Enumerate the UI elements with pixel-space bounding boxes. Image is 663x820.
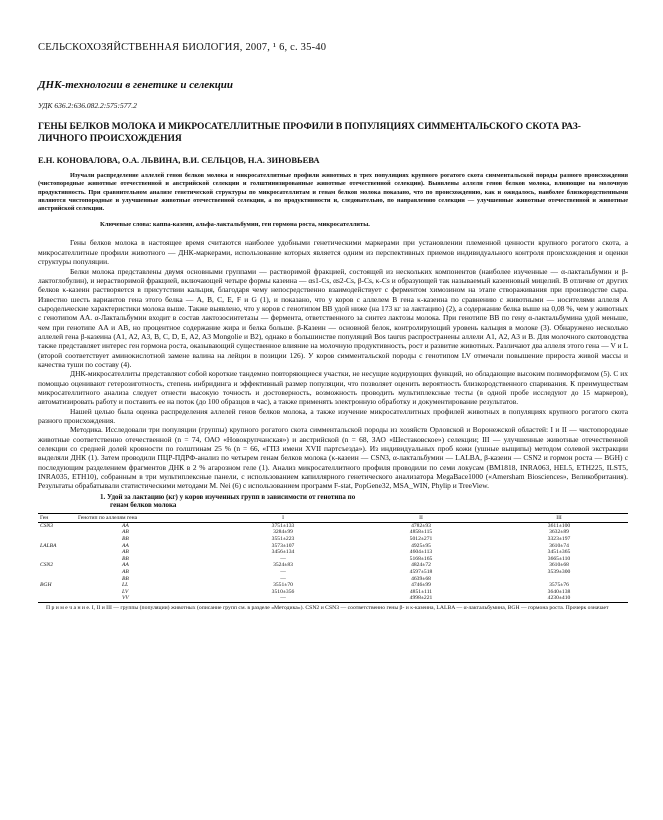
cell-gene: [38, 595, 76, 602]
table-row: [38, 576, 628, 583]
cell-gene: BGH: [40, 582, 52, 589]
cell-group-1: 3284±99: [273, 529, 293, 536]
header-group-2: II: [352, 513, 490, 522]
cell-group-1: 3524±83: [273, 562, 293, 569]
table-body: [38, 522, 628, 602]
table-note: П р и м е ч а н и е. I, II и III — группы (популяции) животных (описание групп см. в разделе «Методика»). CSN2 и CSN3 — соответственно гены β- и κ-казеина, LALBA — α-лактальбумина, BGH — гормона роста. Прочерк означает: [46, 604, 609, 611]
table-row: [38, 595, 628, 602]
cell-group-1: —: [280, 575, 286, 582]
cell-group-3: 3539±300: [547, 568, 571, 575]
paragraph-aim: Нашей целью была оценка распределения аллелей генов белков молока, а также изучение микросателлитных профилей животных в популяциях крупного рогатого скота разного происхождения.: [38, 406, 628, 426]
cell-gene: [38, 569, 76, 576]
paragraph-microsatellites: ДНК-микросателлиты представляют собой короткие тандемно повторяющиеся участки, не несущие кодирующих функций, но обладающие высоким полиморфизмом (5). С их помощью оценивают гетерозиготность, степень инбридинга и эффективный размер популяции, что позволяет оценить вероятность близкородственного спаривания. К преимуществам микросателлитного анализа следует отнести высокую точность и достоверность, возможность проводить мультиплексные тесты (в одной пробе исследуют до 15 маркеров), автоматизировать работу и поставить ее на поток (до 100 образцов в час), а также применять электронную обработку и документирование результатов.: [38, 369, 628, 407]
table-row: [38, 529, 628, 536]
cell-gene: [38, 549, 76, 556]
cell-genotype: AB: [122, 568, 129, 575]
cell-group-2: 4604±113: [409, 549, 433, 556]
paragraph-intro: Гены белков молока в настоящее время считаются наиболее удобными генетическими маркерами при установлении племенной ценности крупного рогатого скота, а микросателлитные профили животного — ДНК-маркерами, использование которых является одним из перспективных приемов индивидуального контроля происхождения и оценки структуры популяции.: [38, 238, 628, 267]
cell-group-3: 3323±197: [547, 535, 571, 542]
keywords: Ключевые слова: каппа-казеин, альфа-лактальбумин, ген гормона роста, микросателлиты.: [100, 221, 370, 229]
cell-group-3: 3640±138: [547, 588, 571, 595]
cell-group-1: 3510±356: [271, 588, 295, 595]
udk-code: УДК 636.2:636.082.2:575:577.2: [38, 101, 137, 110]
cell-group-2: 5168±165: [409, 555, 433, 562]
cell-group-1: —: [280, 555, 286, 562]
header-gene: Ген: [38, 513, 76, 522]
table-header-row: [38, 513, 628, 522]
cell-group-2: 5012±271: [409, 535, 433, 542]
cell-gene: LALBA: [40, 542, 57, 549]
table-row: [38, 543, 628, 550]
cell-group-2: 4824±72: [411, 562, 431, 569]
paper-page: [38, 28, 628, 612]
article-title: ГЕНЫ БЕЛКОВ МОЛОКА И МИКРОСАТЕЛЛИТНЫЕ ПРОФИЛИ В ПОПУЛЯЦИЯХ СИММЕНТАЛЬСКОГО СКОТА РАЗ-ЛИЧНОГО ПРОИСХОЖДЕНИЯ: [38, 122, 581, 144]
cell-genotype: AA: [122, 542, 129, 549]
header-group-1: I: [214, 513, 352, 522]
cell-genotype: BB: [122, 575, 129, 582]
cell-group-1: 3551±223: [271, 535, 295, 542]
cell-genotype: AA: [122, 522, 129, 529]
cell-group-3: 3610±74: [549, 542, 569, 549]
cell-group-1: 3573±107: [271, 542, 295, 549]
cell-group-2: 4858±115: [409, 529, 433, 536]
header-genotype: Генотип по аллелям гена: [76, 513, 214, 522]
cell-genotype: AB: [122, 549, 129, 556]
cell-genotype: LL: [122, 582, 129, 589]
cell-group-2: 4782±93: [411, 522, 431, 529]
cell-gene: CSN2: [40, 562, 54, 569]
cell-genotype: LV: [122, 588, 129, 595]
cell-genotype: AB: [122, 529, 129, 536]
cell-gene: CSN3: [40, 522, 54, 529]
cell-group-3: 3665±110: [547, 555, 571, 562]
cell-group-2: 4925±95: [411, 542, 431, 549]
abstract: Изучали распределение аллелей генов белков молока и микросателлитные профили животных в трех популяциях крупного рогатого скота симментальской породы разного происхождения (чистопородные животные отечественной и австрийской селекции и голштинизированные животные отечественной селекции). Выявлены аллели генов белков молока, влияющие на молочную продуктивность. При сравнительном анализе генетической структуры по микросателлитам и генам белков молока показано, что по происхождению, как и ожидалось, наиболее близкородственными являются чистопородные и улучшенные животные отечественной селекции, а по продуктивности и, следовательно, по направлению селекции — улучшенные животные отечественной и животные австрийской селекции.: [38, 172, 628, 213]
cell-group-2: 4639±68: [411, 575, 431, 582]
cell-group-3: 3451±365: [547, 549, 571, 556]
table-row: [38, 536, 628, 543]
cell-group-1: —: [214, 595, 352, 602]
cell-group-2: 4597±518: [409, 568, 433, 575]
table-row: [38, 562, 628, 569]
table-row: [38, 522, 628, 529]
cell-group-2: 4998±221: [352, 595, 490, 602]
cell-gene: [38, 589, 76, 596]
cell-gene: [38, 529, 76, 536]
cell-group-1: 3751±133: [271, 522, 295, 529]
authors: Е.Н. КОНОВАЛОВА, О.А. ЛЬВИНА, В.И. СЕЛЬЦОВ, Н.А. ЗИНОВЬЕВА: [38, 155, 320, 165]
cell-genotype: BB: [122, 555, 129, 562]
cell-group-2: 4851±111: [409, 588, 433, 595]
cell-gene: [38, 536, 76, 543]
journal-header: СЕЛЬСКОХОЗЯЙСТВЕННАЯ БИОЛОГИЯ, 2007, ¹ 6, с. 35-40: [38, 42, 327, 53]
cell-group-3: 4230±410: [490, 595, 628, 602]
section-heading: ДНК-технологии в генетике и селекции: [38, 79, 234, 91]
table-row: [38, 549, 628, 556]
cell-gene: [38, 556, 76, 563]
table-row: [38, 556, 628, 563]
cell-group-1: —: [280, 568, 286, 575]
yield-table: [38, 513, 628, 603]
cell-group-3: [490, 576, 628, 583]
cell-group-3: 3632±89: [549, 529, 569, 536]
table-title-line2: генам белков молока: [110, 501, 177, 510]
table-row: [38, 589, 628, 596]
paragraph-methods: Методика. Исследовали три популяции (группы) крупного рогатого скота симментальской породы из хозяйств Орловской и Воронежской областей: I и II — чистопородные животные соответственно отечественной (n = 74, ОАО «Новокрупчанская») и австрийской (n = 68, ЗАО «Шестаковское») селекции; III — улучшенные животные отечественной селекции со средней долей кровности по голштинам 25 % (n = 66, «ГПЗ имени XVII партсъезда»). Из индивидуальных проб кожи (ушные выщипы) методом солевой экстракции выделяли ДНК (1). Затем проводили ПЦР-ПДРФ-анализ по четырем генам белков молока (κ-казеин — CSN3, α-лактальбумин — LALBA, β-казеин — CSN2 и гормон роста — BGH) с последующим разделением фрагментов ДНК в 2 % агарозном геле (1). Анализ микросателлитного профиля проводили по семи локусам (BM1818, INRA063, HEL5, ETH225, ILST5, INRA035, ETH10), собранным в три мультиплексные панели, с использованием капиллярного генетического анализатора MegaBace1000 («Amersham Biosciences», Великобритания). Результаты обрабатывали статистическими методами М. Nei (6) с использованием программ F-stat, PopGene32, MSA_WIN, Phylip и TreeView.: [38, 425, 628, 491]
cell-group-3: 3611±100: [547, 522, 571, 529]
table-title-line1: 1. Удой за лактацию (кг) у коров изученных групп в зависимости от генотипа по: [100, 492, 356, 501]
cell-group-2: 4746±99: [411, 582, 431, 589]
cell-group-1: 3456±134: [271, 549, 295, 556]
header-group-3: III: [490, 513, 628, 522]
cell-genotype: VV: [76, 595, 214, 602]
table-row: [38, 569, 628, 576]
cell-group-3: 3575±76: [549, 582, 569, 589]
paragraph-milk-proteins: Белки молока представлены двумя основными группами — растворимой фракцией, состоящей из нескольких компонентов (наиболее изученные — α-лактальбумин и β-лактоглобулин), и нерастворимой фракцией, включающей четыре формы казеина — αs1-Cs, αs2-Cs, β-Cs, κ-Cs и образующей так называемый казеиновый мицелий. В отличие от других белков κ-казеин растворяется в присутствии кальция, благодаря чему непосредственно взаимодействует с ферментом химозином на этапе створаживания при производстве сыра. Известно шесть вариантов гена этого белка — A, B, C, E, F и G (1), и показано, что у коров с аллелем B гена κ-казеина по сравнению с животными — носителями аллеля A сыродельческие характеристики молока выше. Также выявлено, что у коров с генотипом BB удой ниже (на 173 кг за лактацию) (2), а содержание белка выше на 0,08 %, чем у животных с генотипом AA. α-Лактальбумин входит в состав лактозосинтетазы — фермента, ответственного за синтез лактозы молока. При генотипе BB по гену α-лактальбумина удой меньше, чем при генотипе AA и AB, но процентное содержание жира и белка больше. β-Казеин — основной белок, контролирующий уровень кальция в молоке (3). Обнаружено несколько аллелей гена β-казеина (A1, A2, A3, B, C, D, E, A2, A3 Mongolie и B2), однако в большинстве популяций Bos taurus распространены аллели A1, A2, A3 и B. Для молочного скотоводства также представляет интерес ген гормона роста, оказывающий существенное влияние на молочную продуктивность, рост и развитие животных. Различают два аллеля этого гена — V и L (второй соответствует аминокислотной замене валина на лейцин в позиции 126). У коров симментальской породы с генотипом LV отмечали повышение прироста живой массы и качества туши по составу (4).: [38, 266, 628, 369]
cell-genotype: BB: [122, 535, 129, 542]
cell-gene: [38, 576, 76, 583]
cell-group-3: 3610±68: [549, 562, 569, 569]
cell-group-1: 3551±70: [273, 582, 293, 589]
cell-genotype: AA: [122, 562, 129, 569]
table-row: [38, 582, 628, 589]
table-title: [38, 493, 628, 510]
